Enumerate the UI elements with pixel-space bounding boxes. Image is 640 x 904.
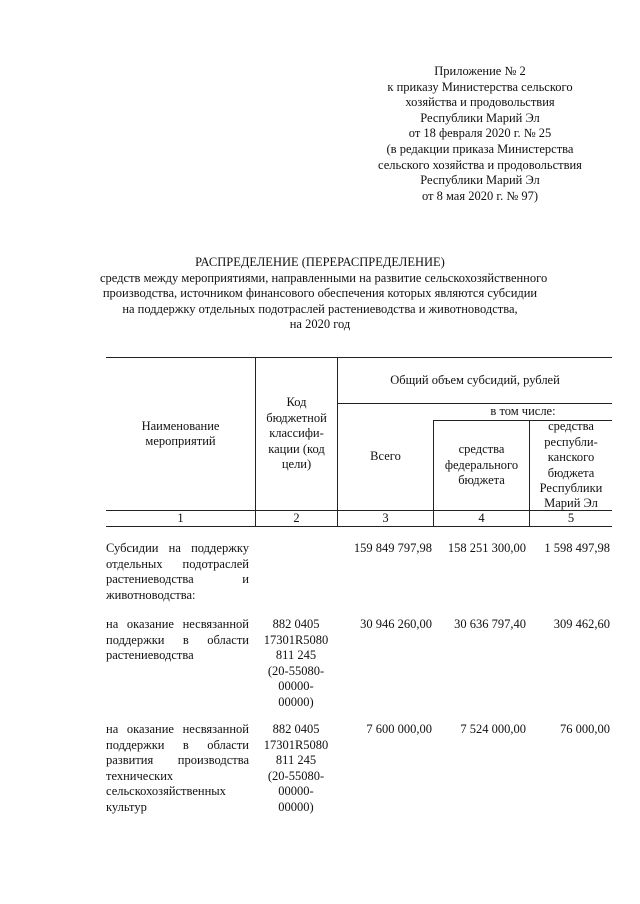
row-name: на оказание несвязанной поддержки в области растениеводства [106, 617, 249, 663]
row-name: Субсидии на поддержку отдельных подотраслей растениеводства и животноводства: [106, 541, 249, 602]
appendix-header [360, 64, 600, 204]
row-republic: 76 000,00 [560, 722, 610, 736]
row-federal: 158 251 300,00 [447, 541, 526, 555]
appendix-line: Республики Марий Эл [420, 110, 540, 125]
row-code: 882 0405 17301R5080 811 245 (20-55080- 00000- 00000) [263, 722, 329, 814]
document-title [100, 255, 548, 333]
appendix-line: Республики Марий Эл [420, 173, 540, 188]
table-header [106, 357, 612, 527]
title-line: на 2020 год [289, 317, 351, 332]
row-republic: 1 598 497,98 [544, 541, 610, 555]
appendix-line: от 8 мая 2020 г. № 97) [421, 188, 539, 203]
column-number: 2 [293, 511, 300, 525]
row-total: 30 946 260,00 [360, 617, 432, 631]
row-code: 882 0405 17301R5080 811 245 (20-55080- 00000- 00000) [263, 617, 329, 709]
appendix-line: к приказу Министерства сельского [387, 79, 573, 94]
column-number: 4 [478, 511, 485, 525]
column-number: 5 [567, 511, 575, 525]
title-heading: РАСПРЕДЕЛЕНИЕ (ПЕРЕРАСПРЕДЕЛЕНИЕ) [195, 255, 445, 269]
header-including: в том числе: [490, 404, 556, 419]
appendix-line: от 18 февраля 2020 г. № 25 [408, 126, 552, 141]
row-federal: 7 524 000,00 [460, 722, 526, 736]
title-line: средств между мероприятиями, направленными на развитие сельскохозяйственного [100, 270, 548, 285]
row-total: 7 600 000,00 [366, 722, 432, 736]
header-code: Код бюджетной классифи-кации (код цели) [266, 395, 327, 472]
header-federal: средства федерального бюджета [444, 442, 519, 488]
header-republic: средства республи-канского бюджета Республики Марий Эл [539, 419, 603, 511]
row-name: на оказание несвязанной поддержки в области развития производства технических сельскохозяйственных культур [106, 722, 249, 814]
title-line: на поддержку отдельных подотраслей растениеводства и животноводства, [122, 301, 518, 316]
header-name: Наименование мероприятий [141, 418, 220, 448]
appendix-line: Приложение № 2 [434, 64, 526, 78]
appendix-line: (в редакции приказа Министерства [386, 141, 574, 156]
appendix-line: хозяйства и продовольствия [405, 95, 555, 110]
header-total: Всего [370, 449, 401, 464]
row-republic: 309 462,60 [553, 617, 610, 631]
column-number: 1 [177, 511, 184, 525]
column-number: 3 [382, 511, 389, 525]
appendix-line: сельского хозяйства и продовольствия [378, 157, 582, 172]
header-total-group: Общий объем субсидий, рублей [390, 372, 560, 387]
title-line: производства, источником финансового обеспечения которых являются субсидии [102, 286, 538, 301]
row-total: 159 849 797,98 [353, 541, 432, 555]
row-federal: 30 636 797,40 [454, 617, 526, 631]
